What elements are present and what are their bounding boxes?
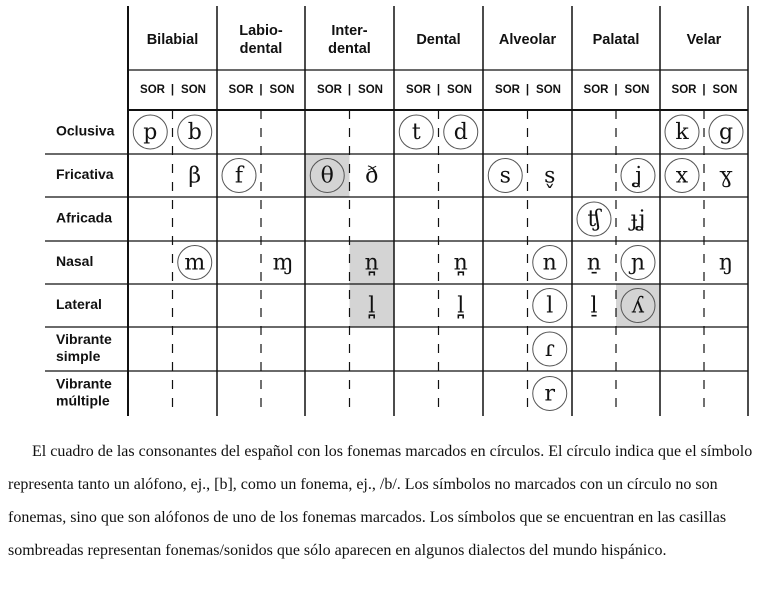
place-header: Dental [416, 31, 461, 48]
voicing-label-voiced: SON [181, 84, 206, 97]
phone-symbol: n̠ [586, 250, 602, 276]
phone-symbol: ŋ [718, 250, 734, 276]
voicing-separator: | [702, 84, 706, 97]
phone-symbol: n [542, 250, 557, 276]
voicing-separator: | [259, 84, 263, 97]
phone-symbol: b [187, 120, 202, 145]
figure-caption: El cuadro de las consonantes del español con los fonemas marcados en círculos. El círculo indica que el símbolo representa tanto un alófono, ej., [b], como un fonema, ej., /b/. Los símbolos no marcados con un círculo no son fonemas, sino que son alófonos de uno de los fonemas marcados. Los símbolos que se encuentran en las casillas sombreadas representan fonemas/sonidos que sólo aparecen en algunos dialectos del mundo hispánico. [8, 443, 753, 559]
voicing-separator: | [614, 84, 618, 97]
phone-symbol: ʎ [631, 293, 645, 319]
voicing-label-voiceless: SOR [671, 84, 697, 97]
phone-symbol: ʧ [587, 207, 601, 232]
phone-symbol: f [234, 163, 244, 189]
manner-label: múltiple [56, 392, 110, 409]
voicing-label-voiceless: SOR [317, 84, 342, 97]
voicing-label-voiced: SON [447, 84, 472, 97]
phone-symbol: s̬ [544, 163, 556, 189]
phone-symbol: ʝ [633, 163, 643, 189]
phone-symbol: p [143, 120, 158, 145]
place-header: dental [328, 40, 371, 57]
place-header: Bilabial [146, 31, 199, 48]
manner-label: Vibrante [56, 331, 112, 348]
phone-symbol: g [718, 120, 734, 145]
phone-symbol: n̪ [364, 250, 379, 276]
phone-symbol: d [453, 120, 468, 145]
voicing-label-voiceless: SOR [140, 84, 165, 97]
manner-label: Fricativa [56, 166, 114, 183]
phone-symbol: ð [365, 163, 379, 189]
manner-label: Lateral [56, 296, 102, 313]
manner-label: simple [56, 348, 101, 365]
phone-symbol: ɣ [719, 163, 733, 189]
phone-symbol: x [675, 163, 689, 189]
voicing-label-voiced: SON [712, 84, 738, 97]
manner-label: Oclusiva [56, 122, 115, 139]
phone-symbol: m [184, 250, 206, 276]
phone-symbol: ɟʝ [630, 207, 646, 232]
manner-label: Vibrante [56, 375, 112, 392]
voicing-label-voiceless: SOR [583, 84, 609, 97]
phone-symbol: ɲ [630, 250, 646, 276]
phone-symbol: l̪ [368, 293, 376, 319]
phone-symbol: θ [320, 163, 334, 189]
voicing-label-voiced: SON [536, 84, 561, 97]
phone-symbol: l̪ [457, 293, 465, 319]
voicing-label-voiced: SON [269, 84, 295, 97]
voicing-label-voiceless: SOR [495, 84, 520, 97]
place-header: Alveolar [498, 31, 557, 48]
phone-symbol: l̠ [590, 293, 598, 319]
place-header: Palatal [592, 31, 640, 48]
phone-symbol: k [675, 120, 689, 145]
voicing-separator: | [347, 84, 352, 97]
place-header: Labio- [239, 22, 283, 39]
voicing-label-voiced: SON [624, 84, 650, 97]
phone-symbol: r [544, 381, 556, 407]
manner-label: Nasal [56, 253, 94, 270]
phone-symbol: ɾ [544, 337, 555, 362]
place-header: dental [239, 40, 283, 57]
voicing-label-voiceless: SOR [228, 84, 254, 97]
place-header: Inter- [331, 22, 368, 39]
phone-symbol: ɱ [272, 250, 294, 276]
voicing-separator: | [436, 84, 441, 97]
phone-symbol: β [188, 163, 202, 189]
phone-symbol: t [411, 120, 421, 145]
voicing-label-voiced: SON [358, 84, 383, 97]
phone-symbol: l [546, 293, 554, 319]
place-header: Velar [686, 31, 722, 48]
phone-symbol: n̪ [453, 250, 468, 276]
voicing-separator: | [170, 84, 175, 97]
phone-symbol: s [499, 163, 511, 189]
voicing-label-voiceless: SOR [406, 84, 431, 97]
manner-label: Africada [56, 209, 113, 226]
voicing-separator: | [525, 84, 530, 97]
